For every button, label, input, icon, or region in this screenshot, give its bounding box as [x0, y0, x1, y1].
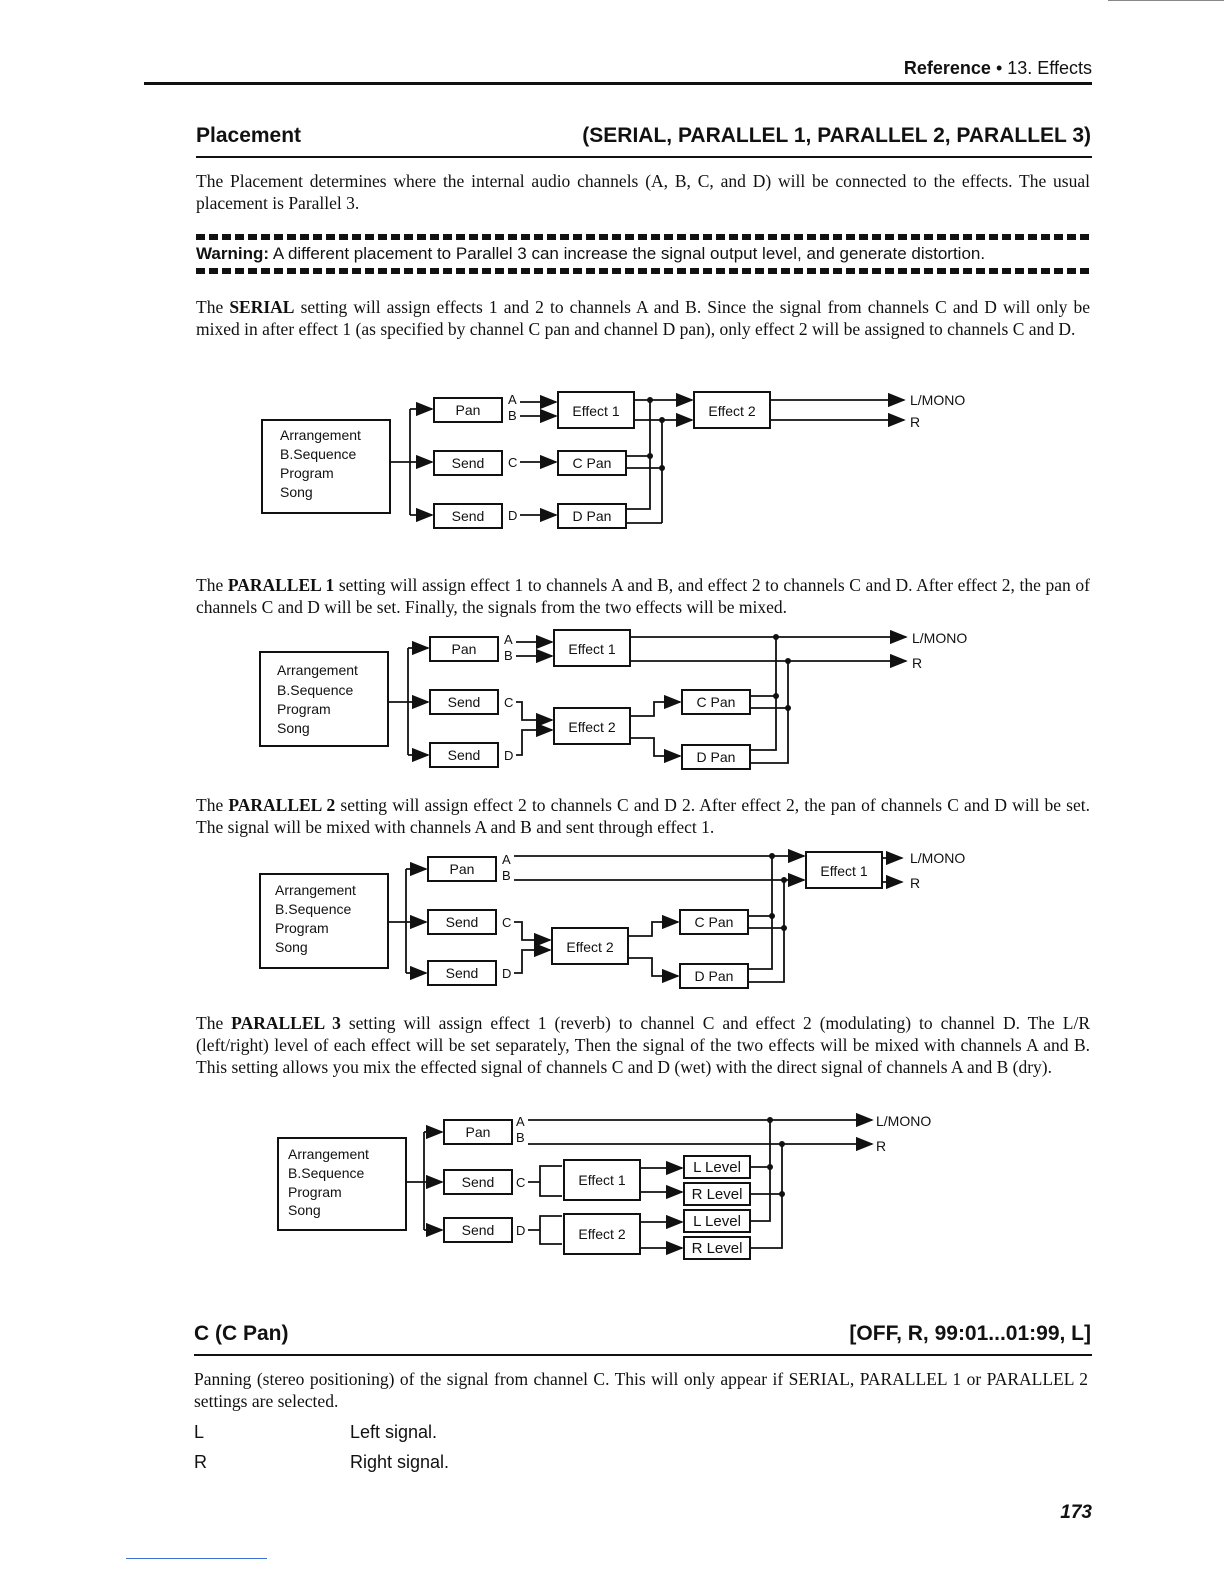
effect2-label: Effect 2: [578, 1226, 626, 1242]
source-song: Song: [288, 1202, 321, 1218]
mix-node-r: [785, 658, 791, 664]
c-to-effect2: [516, 702, 538, 720]
source-arrangement: Arrangement: [280, 427, 361, 443]
c-to-effect2: [514, 922, 536, 940]
ch-d-label: D: [508, 508, 518, 523]
out-r-label: R: [912, 655, 923, 671]
parallel1-key: PARALLEL 1: [227, 575, 335, 595]
cpan-label: C Pan: [572, 455, 612, 471]
ch-c-label: C: [502, 915, 512, 930]
mix-node-r: [779, 1141, 785, 1147]
d-to-effect2: [516, 730, 538, 755]
header-rule: [144, 82, 1092, 85]
dpan-to-mix: [750, 696, 788, 763]
mix-node-cr: [781, 925, 787, 931]
effect2-to-dpan: [630, 738, 680, 756]
send-d-label: Send: [445, 965, 479, 981]
out-r-label: R: [910, 414, 921, 430]
source-program: Program: [275, 920, 329, 936]
effect1-label: Effect 1: [578, 1172, 626, 1188]
serial-paragraph: [196, 296, 1090, 340]
cpan-title: C (C Pan): [194, 1322, 289, 1345]
running-header: [904, 58, 1092, 79]
source-song: Song: [280, 484, 313, 500]
placement-range: (SERIAL, PARALLEL 1, PARALLEL 2, PARALLEL 3): [582, 124, 1091, 147]
ch-a-label: A: [516, 1114, 525, 1129]
mix-node-l: [769, 853, 775, 859]
warning-label: Warning:: [196, 244, 270, 263]
dpan-label: D Pan: [572, 508, 612, 524]
send-c-label: Send: [445, 914, 479, 930]
out-l-label: L/MONO: [910, 850, 966, 866]
parallel3-pre: The: [196, 1013, 232, 1033]
effect2-to-cpan: [630, 702, 680, 716]
r-levels-to-mix: [750, 1144, 782, 1248]
warning-box: [196, 234, 1092, 274]
source-bsequence: B.Sequence: [277, 682, 354, 698]
parallel2-key: PARALLEL 2: [228, 795, 336, 815]
scan-edge-mark: [1108, 0, 1224, 1]
effect2-to-cpan: [628, 922, 678, 936]
parallel1-text: setting will assign effect 1 to channels A and B, and effect 2 to channels C and D. After effect 2, the pan of channels C and D will be set. Finally, the signals from the two effects will be mixed.: [196, 575, 1090, 617]
serial-key: SERIAL: [229, 297, 295, 317]
dpan-label: D Pan: [696, 749, 736, 765]
source-bsequence: B.Sequence: [288, 1165, 365, 1181]
ch-d-label: D: [504, 748, 514, 763]
send-c-label: Send: [461, 1174, 495, 1190]
mix-node-cr: [785, 705, 791, 711]
source-arrangement: Arrangement: [288, 1146, 369, 1162]
e1-rlevel-label: R Level: [691, 1186, 743, 1203]
warning-bottom-border: [196, 268, 1092, 274]
mix-node-r: [659, 417, 665, 423]
ch-d-label: D: [502, 966, 512, 981]
parallel3-key: PARALLEL 3: [231, 1013, 341, 1033]
effect2-label: Effect 2: [708, 403, 756, 419]
dpan-label: D Pan: [694, 968, 734, 984]
mix-node-l: [767, 1117, 773, 1123]
source-bsequence: B.Sequence: [280, 446, 357, 462]
mix-node-l: [647, 397, 653, 403]
ch-c-label: C: [504, 695, 514, 710]
def-term-r: R: [194, 1452, 207, 1472]
effect1-label: Effect 1: [572, 403, 620, 419]
def-term-l: L: [194, 1422, 205, 1442]
e2-rlevel-label: R Level: [691, 1240, 743, 1257]
ch-d-label: D: [516, 1223, 526, 1238]
ch-b-label: B: [502, 868, 511, 883]
effect1-label: Effect 1: [820, 863, 868, 879]
footer-link-underline: [126, 1558, 267, 1559]
e2-llevel-label: L Level: [693, 1213, 741, 1230]
pan-label: Pan: [451, 641, 477, 657]
mix-node-e1r: [779, 1191, 785, 1197]
cpan-description: Panning (stereo positioning) of the signal from channel C. This will only appear if SERIAL, PARALLEL 1 or PARALLEL 2 settings are selected.: [194, 1369, 1088, 1411]
placement-intro: The Placement determines where the internal audio channels (A, B, C, and D) will be connected to the effects. The usual placement is Parallel 3.: [196, 171, 1090, 213]
mix-node-e1l: [767, 1164, 773, 1170]
ch-b-label: B: [516, 1130, 525, 1145]
send-d-label: Send: [447, 747, 481, 763]
parallel2-paragraph: [196, 794, 1090, 838]
ch-c-label: C: [508, 455, 518, 470]
out-r-label: R: [876, 1138, 887, 1154]
cpan-label: C Pan: [694, 914, 734, 930]
header-chapter: 13. Effects: [1007, 58, 1092, 78]
send-d-label: Send: [451, 508, 485, 524]
parallel1-pre: The: [196, 575, 228, 595]
parallel3-diagram: [270, 1104, 990, 1264]
effect2-label: Effect 2: [566, 939, 614, 955]
placement-title: Placement: [196, 124, 302, 147]
source-program: Program: [288, 1184, 342, 1200]
def-desc-r: Right signal.: [350, 1452, 450, 1472]
d-to-effect2: [528, 1216, 562, 1244]
effect1-label: Effect 1: [568, 641, 616, 657]
source-arrangement: Arrangement: [275, 882, 356, 898]
parallel2-diagram: [250, 840, 1010, 1000]
c-to-effect1: [528, 1166, 562, 1196]
mix-node-l: [773, 634, 779, 640]
mix-node-cl: [773, 693, 779, 699]
header-bullet: •: [995, 58, 1003, 78]
pan-label: Pan: [465, 1124, 491, 1140]
send-d-label: Send: [461, 1222, 495, 1238]
source-program: Program: [280, 465, 334, 481]
ch-a-label: A: [508, 392, 517, 407]
parallel1-diagram: [250, 620, 1010, 780]
parallel2-pre: The: [196, 795, 229, 815]
source-bsequence: B.Sequence: [275, 901, 352, 917]
cpan-label: C Pan: [696, 694, 736, 710]
l-levels-to-mix: [750, 1120, 770, 1221]
ch-c-label: C: [516, 1175, 526, 1190]
def-desc-l: Left signal.: [350, 1422, 438, 1442]
dpan-to-mix: [748, 916, 784, 982]
d-to-effect2: [514, 950, 536, 973]
out-r-label: R: [910, 875, 921, 891]
mix-node-cl: [647, 453, 653, 459]
parallel2-text: setting will assign effect 2 to channels C and D 2. After effect 2, the pan of channels C and D will be set. The signal will be mixed with channels A and B and sent through effect 1.: [196, 795, 1090, 837]
serial-pre: The: [196, 297, 230, 317]
source-arrangement: Arrangement: [277, 662, 358, 678]
out-l-label: L/MONO: [910, 392, 966, 408]
cpan-to-mix: [750, 637, 788, 708]
parallel1-paragraph: [196, 574, 1090, 618]
mix-node-cl: [769, 913, 775, 919]
source-song: Song: [275, 939, 308, 955]
pan-label: Pan: [449, 861, 475, 877]
ch-a-label: A: [504, 632, 513, 647]
placement-rule: [196, 156, 1092, 158]
effect2-to-dpan: [628, 958, 678, 976]
e1-llevel-label: L Level: [693, 1159, 741, 1176]
header-section: Reference: [903, 58, 991, 78]
warning-text: A different placement to Parallel 3 can increase the signal output level, and generate distortion.: [272, 244, 986, 263]
source-program: Program: [277, 701, 331, 717]
parallel3-paragraph: [196, 1012, 1090, 1078]
serial-diagram: [250, 380, 1010, 540]
page-number: 173: [1060, 1502, 1092, 1523]
send-c-label: Send: [451, 455, 485, 471]
cpan-range: [OFF, R, 99:01...01:99, L]: [849, 1322, 1091, 1345]
ch-b-label: B: [508, 408, 517, 423]
serial-text: setting will assign effects 1 and 2 to channels A and B. Since the signal from channels C and D will only be mixed in after effect 1 (as specified by channel C pan and channel D pan), only effect 2 will be assigned to channels C and D.: [196, 297, 1090, 339]
parallel3-text: setting will assign effect 1 (reverb) to channel C and effect 2 (modulating) to channel D. The L/R (left/right) level of each effect will be set separately, Then the signal of the two effects will be mixed with channels A and B. This setting allows you mix the effected signal of channels C and D (wet) with the direct signal of channels A and B (dry).: [196, 1013, 1091, 1077]
dpan-l-mix: [626, 468, 650, 509]
mix-node-r: [781, 877, 787, 883]
source-song: Song: [277, 720, 310, 736]
ch-a-label: A: [502, 852, 511, 867]
mix-node-cr: [659, 465, 665, 471]
out-l-label: L/MONO: [876, 1113, 932, 1129]
warning-line: [196, 240, 1092, 268]
cpan-rule: [194, 1354, 1092, 1356]
cpan-r-mix: [626, 420, 662, 523]
cpan-to-mix: [748, 856, 784, 928]
send-c-label: Send: [447, 694, 481, 710]
ch-b-label: B: [504, 648, 513, 663]
pan-label: Pan: [455, 402, 481, 418]
out-l-label: L/MONO: [912, 630, 968, 646]
effect2-label: Effect 2: [568, 719, 616, 735]
